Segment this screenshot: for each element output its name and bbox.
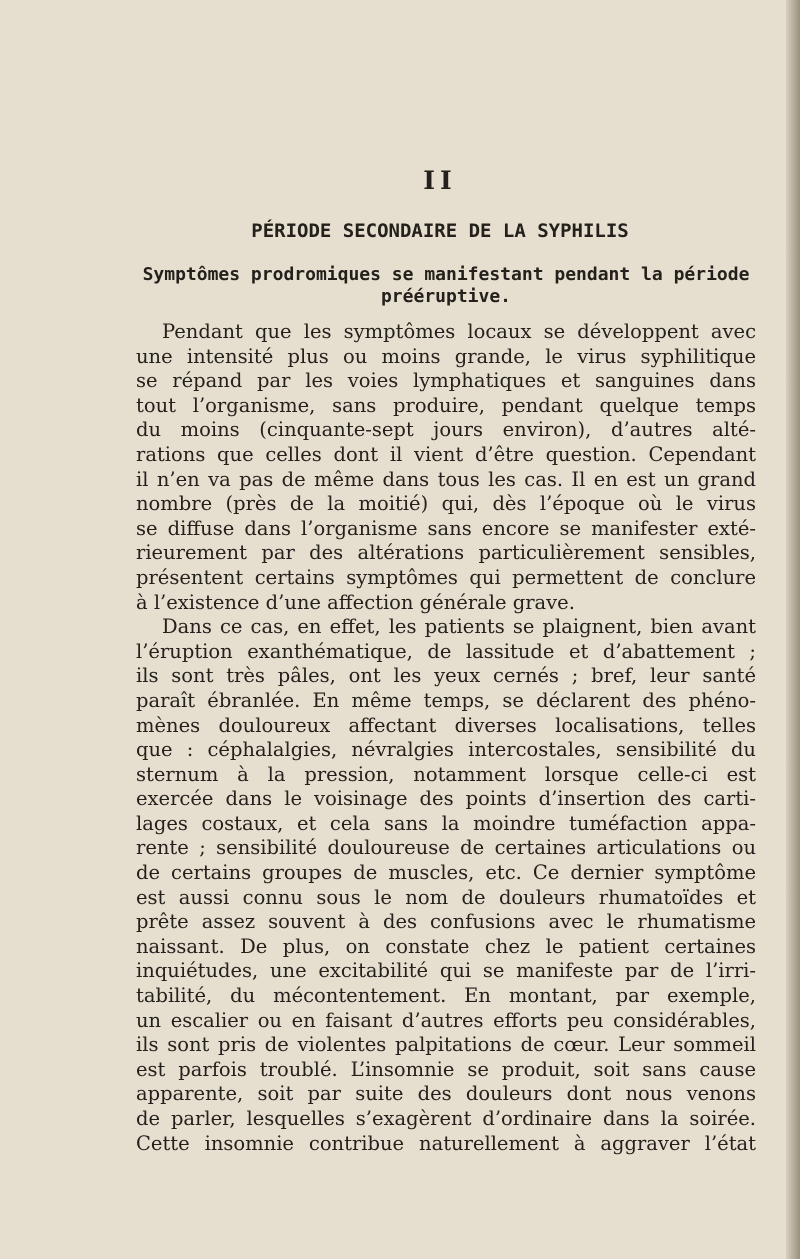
text-line: un escalier ou en faisant d’autres efforts peu considérables,	[136, 1008, 756, 1032]
text-line: rente ; sensibilité douloureuse de certaines articulations ou	[136, 836, 756, 860]
chapter-title: PÉRIODE SECONDAIRE DE LA SYPHILIS	[251, 220, 629, 242]
text-line: tabilité, du mécontentement. En montant, par exemple,	[136, 984, 756, 1008]
text-line: mènes douloureux affectant diverses localisations, telles	[136, 713, 756, 737]
text-line: une intensité plus ou moins grande, le virus syphilitique	[136, 344, 756, 368]
text-line: rations que celles dont il vient d’être question. Cependant	[136, 442, 756, 466]
paragraph-2	[136, 615, 756, 1156]
text-line: tout l’organisme, sans produire, pendant quelque temps	[136, 393, 756, 417]
text-line: ils sont très pâles, ont les yeux cernés ; bref, leur santé	[136, 664, 756, 688]
text-line: se diffuse dans l’organisme sans encore se manifester exté-	[136, 516, 756, 540]
text-line: ils sont pris de violentes palpitations de cœur. Leur sommeil	[136, 1033, 756, 1057]
text-line: il n’en va pas de même dans tous les cas. Il en est un grand	[136, 467, 756, 491]
text-line: inquiétudes, une excitabilité qui se manifeste par de l’irri-	[136, 959, 756, 983]
text-line: que : céphalalgies, névralgies intercostales, sensibilité du	[136, 738, 756, 762]
text-line: paraît ébranlée. En même temps, se déclarent des phéno-	[136, 688, 756, 712]
text-line: apparente, soit par suite des douleurs dont nous venons	[136, 1082, 756, 1106]
text-line: Pendant que les symptômes locaux se développent avec	[162, 320, 756, 343]
text-line: exercée dans le voisinage des points d’insertion des carti-	[136, 787, 756, 811]
paragraph-1	[136, 320, 756, 615]
text-line: à l’existence d’une affection générale grave.	[136, 590, 575, 614]
text-line: sternum à la pression, notamment lorsque celle-ci est	[136, 762, 756, 786]
text-line: présentent certains symptômes qui permettent de conclure	[136, 565, 756, 589]
text-line: nombre (près de la moitié) qui, dès l’époque où le virus	[136, 492, 756, 516]
text-line: Cette insomnie contribue naturellement à aggraver l’état	[136, 1131, 756, 1155]
text-line: naissant. De plus, on constate chez le patient certaines	[136, 934, 756, 958]
text-line: est parfois troublé. L’insomnie se produit, soit sans cause	[136, 1057, 756, 1081]
text-line: l’éruption exanthématique, de lassitude et d’abattement ;	[136, 639, 756, 663]
text-line: se répand par les voies lymphatiques et sanguines dans	[136, 369, 756, 393]
text-line: de parler, lesquelles s’exagèrent d’ordinaire dans la soirée.	[136, 1107, 756, 1130]
text-line: lages costaux, et cela sans la moindre tuméfaction appa-	[136, 811, 756, 835]
text-line: prête assez souvent à des confusions avec le rhumatisme	[136, 910, 756, 934]
text-line: de certains groupes de muscles, etc. Ce dernier symptôme	[136, 861, 756, 885]
body-text	[136, 320, 756, 1156]
text-line: est aussi connu sous le nom de douleurs rhumatoïdes et	[136, 885, 756, 909]
text-line: rieurement par des altérations particulièrement sensibles,	[136, 541, 756, 565]
text-line: Dans ce cas, en effet, les patients se plaignent, bien avant	[162, 615, 756, 639]
text-line: du moins (cinquante-sept jours environ), d’autres alté-	[136, 418, 756, 442]
section-heading: Symptômes prodromiques se manifestant pendant la période prééruptive.	[142, 264, 750, 307]
chapter-number: II	[423, 166, 457, 195]
